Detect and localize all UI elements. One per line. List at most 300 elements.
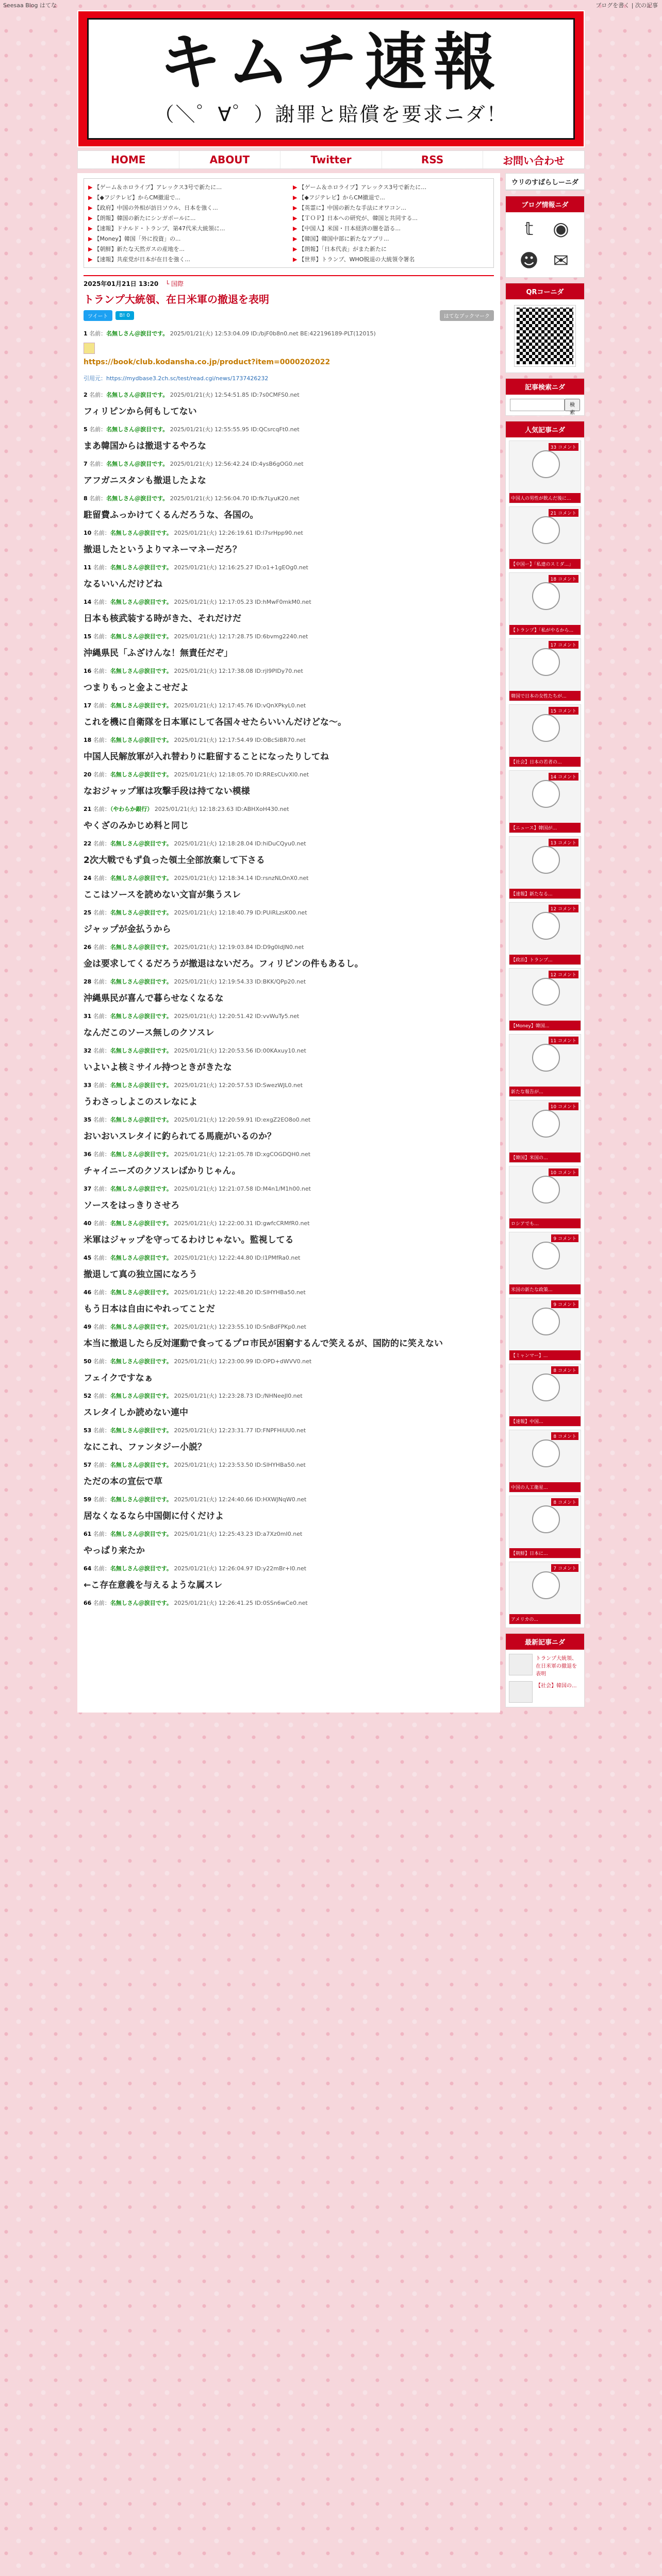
logo-frame <box>87 18 575 140</box>
comment-header: 18 名前：名無しさん＠涙目です。 2025/01/21(火) 12:17:54.49 ID:OBcSiBR70.net <box>84 737 306 743</box>
ranking-caption[interactable]: 【速報】新たなる... <box>509 889 581 899</box>
headline-item[interactable] <box>88 245 285 253</box>
comment-author: 名無しさん＠涙目です。 <box>110 1289 172 1296</box>
comment <box>84 1184 494 1211</box>
bullet-icon: ▶ <box>293 184 297 191</box>
comment-header: 24 名前：名無しさん＠涙目です。 2025/01/21(火) 12:18:34.14 ID:rsnzNLOnX0.net <box>84 875 309 882</box>
comment-body: やっぱり来たか <box>84 1546 145 1556</box>
comment-number[interactable]: 25 <box>84 909 92 916</box>
qr-title: QRコーニダ <box>506 283 584 299</box>
ranking-caption[interactable]: 【トランプ】「私がやるから... <box>509 625 581 635</box>
comment-number[interactable]: 59 <box>84 1496 92 1503</box>
comment-number[interactable]: 57 <box>84 1462 92 1468</box>
headline-item[interactable] <box>293 193 489 201</box>
comment <box>84 1012 494 1038</box>
bullet-icon: ▶ <box>293 215 297 222</box>
headline-item[interactable] <box>293 204 489 212</box>
comment-thread <box>84 329 494 1607</box>
comment-header: 49 名前：名無しさん＠涙目です。 2025/01/21(火) 12:23:55.10 ID:SnBdFPKp0.net <box>84 1324 306 1330</box>
headline-item[interactable] <box>293 255 489 263</box>
ranking-item[interactable] <box>509 1364 581 1427</box>
site-header[interactable] <box>77 10 585 147</box>
comment <box>84 805 494 831</box>
comment <box>84 943 494 969</box>
ranking-item[interactable] <box>509 1232 581 1295</box>
headline-item[interactable] <box>88 193 285 201</box>
comment-meta: 2025/01/21(火) 12:18:28.04 ID:hiDuCQyu0.net <box>174 840 306 847</box>
comment-body: 沖縄県民が喜んで暮らせなくなるな <box>84 993 224 1004</box>
comment-count-badge: 18 コメント <box>549 575 578 583</box>
comment-count-badge: 21 コメント <box>549 509 578 517</box>
comment <box>84 1219 494 1245</box>
ranking-caption[interactable]: 米国の新たな政策... <box>509 1284 581 1294</box>
comment-author: 名無しさん＠涙目です。 <box>110 1013 172 1020</box>
comment-author: 名無しさん＠涙目です。 <box>110 1427 172 1434</box>
comment-meta: 2025/01/21(火) 12:23:31.77 ID:FNPFHiUU0.net <box>174 1427 306 1434</box>
comment-header: 28 名前：名無しさん＠涙目です。 2025/01/21(火) 12:19:54.33 ID:BKK/QPp20.net <box>84 978 306 985</box>
comment <box>84 563 494 589</box>
comment-header: 21 名前：（やわらか銀行） 2025/01/21(火) 12:18:23.63 ID:ABHXoH430.net <box>84 806 289 812</box>
comment-number[interactable]: 15 <box>84 633 92 640</box>
comment-count-badge: 9 コメント <box>551 1300 578 1308</box>
nav-twitter[interactable]: Twitter <box>280 151 382 168</box>
blog-title: ウリのすばらしーニダ <box>506 174 584 190</box>
comment-header: 16 名前：名無しさん＠涙目です。 2025/01/21(火) 12:17:38.08 ID:rjl9PIDy70.net <box>84 668 303 674</box>
comment-author: 名無しさん＠涙目です。 <box>110 599 172 605</box>
comment-meta: 2025/01/21(火) 12:26:04.97 ID:y22mBr+I0.net <box>174 1565 307 1572</box>
top-bar <box>0 0 662 10</box>
comment-number[interactable]: 11 <box>84 564 92 571</box>
comment-header: 22 名前：名無しさん＠涙目です。 2025/01/21(火) 12:18:28.04 ID:hiDuCQyu0.net <box>84 840 306 847</box>
headline-text[interactable]: 【英霊に】中国の新たな手法にオワコン... <box>299 205 406 211</box>
ranking-item[interactable] <box>509 1034 581 1097</box>
ranking-item[interactable] <box>509 1430 581 1493</box>
bullet-icon: ▶ <box>88 205 93 211</box>
recent-title-text[interactable]: 【社会】韓国の... <box>536 1683 577 1689</box>
comment <box>84 460 494 486</box>
ranking-item[interactable] <box>509 506 581 569</box>
nav-home[interactable]: HOME <box>78 151 179 168</box>
rss-icon[interactable]: ◉ <box>553 218 569 240</box>
nav-rss[interactable]: RSS <box>382 151 484 168</box>
comment <box>84 1564 494 1590</box>
comment-body: 米軍はジャップを守ってるわけじゃない。監視してる <box>84 1235 294 1245</box>
headline-item[interactable] <box>88 255 285 263</box>
comment-meta: 2025/01/21(火) 12:56:04.70 ID:fk7LyuK20.net <box>170 495 300 502</box>
comment-meta: 2025/01/21(火) 12:18:34.14 ID:rsnzNLOnX0.net <box>174 875 309 882</box>
comment-meta: 2025/01/21(火) 12:56:42.24 ID:4ysB6gOG0.net <box>170 461 304 467</box>
headline-item[interactable] <box>88 224 285 232</box>
comment-count-badge: 11 コメント <box>549 1037 578 1044</box>
comment-meta: 2025/01/21(火) 12:53:04.09 ID:/bjF0b8n0.net BE:422196189-PLT(12015) <box>170 330 376 337</box>
ranking-item[interactable] <box>509 1496 581 1558</box>
thumbnail-image <box>532 582 560 610</box>
comment-meta: 2025/01/21(火) 12:18:23.63 ID:ABHXoH430.net <box>154 806 289 812</box>
top-bar-left: Seesaa Blog はてな <box>3 2 57 9</box>
headline-list <box>84 178 494 268</box>
comment <box>84 1495 494 1521</box>
comment-number[interactable]: 7 <box>84 461 88 467</box>
qr-widget <box>505 283 585 373</box>
headline-item[interactable] <box>293 234 489 243</box>
search-button[interactable]: 検索 <box>565 399 580 411</box>
ranking-caption[interactable]: 【速報】中国... <box>509 1416 581 1426</box>
comment-author: 名無しさん＠涙目です。 <box>110 1531 172 1537</box>
comment-header: 40 名前：名無しさん＠涙目です。 2025/01/21(火) 12:22:00.31 ID:gwfcCRMfR0.net <box>84 1220 310 1227</box>
headline-item[interactable] <box>293 214 489 222</box>
ranking-caption[interactable]: 【ニュース】韓国が... <box>509 823 581 833</box>
comment-number[interactable]: 36 <box>84 1151 92 1158</box>
comment-number[interactable]: 10 <box>84 530 92 536</box>
comment-number[interactable]: 52 <box>84 1393 92 1399</box>
comment-author: 名無しさん＠涙目です。 <box>110 1358 172 1365</box>
headline-text[interactable]: 【ＴＯＰ】日本への研究が、韓国と共同する... <box>299 215 418 222</box>
ranking-caption[interactable]: 【社会】日本の若者の... <box>509 757 581 767</box>
ranking-caption[interactable]: 中国人の男性が飲んだ後に... <box>509 493 581 503</box>
comment-number[interactable]: 61 <box>84 1531 92 1537</box>
comment-meta: 2025/01/21(火) 12:17:38.08 ID:rjl9PIDy70.net <box>174 668 303 674</box>
comment-count-badge: 13 コメント <box>549 839 578 846</box>
thumbnail-image <box>532 516 560 544</box>
thumbnail-image <box>532 1571 560 1599</box>
comment-body: ただの本の宣伝で草 <box>84 1477 162 1487</box>
comment-number[interactable]: 45 <box>84 1255 92 1261</box>
comment-header: 10 名前：名無しさん＠涙目です。 2025/01/21(火) 12:26:19.61 ID:l7srHpp90.net <box>84 530 303 536</box>
comment-number[interactable]: 49 <box>84 1324 92 1330</box>
comment-body: ここはソースを読めない文盲が集うスレ <box>84 890 241 900</box>
comment-author: 名無しさん＠涙目です。 <box>110 1047 172 1054</box>
comment-author: 名無しさん＠涙目です。 <box>110 1220 172 1227</box>
headline-text[interactable]: 【朗報】韓国の新たにシンガポールに... <box>94 215 196 222</box>
headline-text[interactable]: 【速報】共産党が日本が在日を強く... <box>94 256 190 263</box>
comment-body: 金は要求してくるだろうが撤退はないだろ。フィリピンの件もあるし。 <box>84 959 363 969</box>
ranking-caption[interactable]: 【ミャンマー】... <box>509 1350 581 1360</box>
ranking-item[interactable] <box>509 704 581 767</box>
comment-number[interactable]: 53 <box>84 1427 92 1434</box>
comment-meta: 2025/01/21(火) 12:20:57.53 ID:SwezWJL0.net <box>174 1082 303 1089</box>
ranking-item[interactable] <box>509 440 581 503</box>
comment-number[interactable]: 14 <box>84 599 92 605</box>
recent-thumbnail <box>509 1654 533 1675</box>
ranking-caption[interactable]: 【朝鮮】日本に... <box>509 1548 581 1558</box>
comment-count-badge: 7 コメント <box>551 1564 578 1572</box>
comment <box>84 632 494 658</box>
user-icon[interactable]: ☻ <box>519 250 539 272</box>
comment-body: もう日本は自由にやれってことだ <box>84 1304 215 1314</box>
comment <box>84 701 494 727</box>
source-link[interactable]: https://book/club.kodansha.co.jp/product?item=0000202022 <box>84 358 330 366</box>
comment-number[interactable]: 16 <box>84 668 92 674</box>
comment <box>84 1323 494 1349</box>
comment-number[interactable]: 2 <box>84 392 88 398</box>
comment-header: 11 名前：名無しさん＠涙目です。 2025/01/21(火) 12:16:25.27 ID:o1+1gEOg0.net <box>84 564 308 571</box>
comment-number[interactable]: 28 <box>84 978 92 985</box>
post-title[interactable]: トランプ大統領、在日米軍の撤退を表明 <box>84 293 269 306</box>
comment-author: 名無しさん＠涙目です。 <box>106 426 169 433</box>
thumbnail-image <box>532 912 560 940</box>
headline-item[interactable] <box>293 224 489 232</box>
comment-header: 15 名前：名無しさん＠涙目です。 2025/01/21(火) 12:17:28.75 ID:6bvmg2240.net <box>84 633 308 640</box>
ranking-item[interactable] <box>509 1298 581 1361</box>
comment-author: 名無しさん＠涙目です。 <box>110 530 172 536</box>
comment <box>84 839 494 866</box>
comment-meta: 2025/01/21(火) 12:17:54.49 ID:OBcSiBR70.net <box>174 737 306 743</box>
comment-author: 名無しさん＠涙目です。 <box>110 1393 172 1399</box>
ranking-item[interactable] <box>509 770 581 833</box>
comment-body: スレタイしか読めない連中 <box>84 1408 188 1418</box>
ranking-caption[interactable]: 新たな報告が... <box>509 1087 581 1096</box>
ranking-item[interactable] <box>509 572 581 635</box>
twitter-icon[interactable]: 𝕥 <box>524 218 534 240</box>
headline-text[interactable]: 【◆フジテレビ】からCM撤退で... <box>94 194 180 201</box>
comment-number[interactable]: 66 <box>84 1600 92 1606</box>
comment-author: 名無しさん＠涙目です。 <box>110 1600 172 1606</box>
nav-about[interactable]: ABOUT <box>179 151 281 168</box>
post-category[interactable]: └ 国際 <box>166 280 184 287</box>
ranking-item[interactable] <box>509 1100 581 1163</box>
headline-item[interactable] <box>293 245 489 253</box>
ranking-item[interactable] <box>509 902 581 965</box>
thumbnail-image <box>532 1374 560 1401</box>
headline-item[interactable] <box>88 183 285 191</box>
headline-text[interactable]: 【ゲーム＆ホロライブ】アレックス3号で新たに… <box>94 184 222 191</box>
comment-number[interactable]: 1 <box>84 330 88 337</box>
recent-list <box>506 1654 584 1703</box>
ranking-caption[interactable]: アメリカの... <box>509 1614 581 1624</box>
ranking-caption[interactable]: 中国の人工衛星... <box>509 1482 581 1492</box>
comment-header: 26 名前：名無しさん＠涙目です。 2025/01/21(火) 12:19:03.84 ID:D9g0IdJN0.net <box>84 944 304 951</box>
recent-title: 最新記事ニダ <box>506 1634 584 1650</box>
comment <box>84 494 494 520</box>
comment-header: 5 名前：名無しさん＠涙目です。 2025/01/21(火) 12:55:55.95 ID:QCsrcqFt0.net <box>84 426 300 433</box>
headline-text[interactable]: 【朝鮮】新たな天然ガスの産地を... <box>94 246 185 252</box>
headline-text[interactable]: 【ゲーム＆ホロライブ】アレックス3号で新たに… <box>299 184 427 191</box>
comment <box>84 1530 494 1556</box>
comment <box>84 770 494 796</box>
comment-number[interactable]: 21 <box>84 806 92 812</box>
main-column <box>77 173 500 1713</box>
comment-number[interactable]: 18 <box>84 737 92 743</box>
headline-item[interactable] <box>88 214 285 222</box>
ranking-caption[interactable]: 【Money】韓国... <box>509 1021 581 1030</box>
comment <box>84 391 494 417</box>
headline-item[interactable] <box>88 234 285 243</box>
page-wrapper <box>77 10 585 1713</box>
comment-header: 53 名前：名無しさん＠涙目です。 2025/01/21(火) 12:23:31.77 ID:FNPFHiUU0.net <box>84 1427 306 1434</box>
comment-body: フェイクですなぁ <box>84 1373 153 1383</box>
comment-number[interactable]: 24 <box>84 875 92 882</box>
comment <box>84 1081 494 1107</box>
comment-meta: 2025/01/21(火) 12:22:44.80 ID:l1PMfRa0.net <box>174 1255 301 1261</box>
comment-author: 名無しさん＠涙目です。 <box>106 330 169 337</box>
thumbnail-image <box>532 648 560 676</box>
comment-author: 名無しさん＠涙目です。 <box>106 495 169 502</box>
thumbnail-image <box>532 846 560 874</box>
comment-number[interactable]: 26 <box>84 944 92 951</box>
comment <box>84 1461 494 1487</box>
comment-body: ジャップが金払うから <box>84 924 171 935</box>
comment-meta: 2025/01/21(火) 12:54:51.85 ID:7s0CMFS0.net <box>170 392 300 398</box>
headline-item[interactable] <box>293 183 489 191</box>
site-logo: キムチ速報 <box>159 25 503 98</box>
recent-widget <box>505 1633 585 1707</box>
comment-number[interactable]: 20 <box>84 771 92 778</box>
thumbnail-image <box>532 1439 560 1467</box>
comment-number[interactable]: 8 <box>84 495 88 502</box>
headline-text[interactable]: 【世界】トランプ、WHO脱退の大統領令署名 <box>299 256 415 263</box>
comment <box>84 1253 494 1280</box>
headline-text[interactable]: 【韓国】韓国中部に新たなアプリ... <box>299 235 389 242</box>
comment-meta: 2025/01/21(火) 12:19:03.84 ID:D9g0IdJN0.net <box>174 944 304 951</box>
comment <box>84 329 494 382</box>
comment-body: やくざのみかじめ料と同じ <box>84 821 189 831</box>
comment-body: 撤退して真の独立国になろう <box>84 1269 197 1280</box>
comment-number[interactable]: 40 <box>84 1220 92 1227</box>
bullet-icon: ▶ <box>88 235 93 242</box>
ranking-item[interactable] <box>509 1166 581 1229</box>
source-thread-link[interactable]: 引用元：https://mydbase3.2ch.sc/test/read.cgi/news/1737426232 <box>84 375 269 382</box>
top-bar-right[interactable]: ブログを書く | 次の記事 <box>595 2 658 9</box>
ranking-item[interactable] <box>509 836 581 899</box>
comment-number[interactable]: 35 <box>84 1116 92 1123</box>
comment-count-badge: 9 コメント <box>551 1234 578 1242</box>
comment-body: 日本も核武装する時がきた、それだけだ <box>84 614 241 624</box>
recent-item[interactable] <box>509 1654 581 1677</box>
link-thumbnail-icon[interactable] <box>84 343 95 354</box>
comment-author: 名無しさん＠涙目です。 <box>110 1151 172 1158</box>
search-widget <box>505 378 585 416</box>
comment-meta: 2025/01/21(火) 12:25:43.23 ID:a7Xz0mI0.net <box>174 1531 303 1537</box>
ranking-item[interactable] <box>509 1562 581 1624</box>
ranking-caption[interactable]: 韓国で日本の女性たちが... <box>509 691 581 701</box>
comment-number[interactable]: 5 <box>84 426 88 433</box>
comment-author: 名無しさん＠涙目です。 <box>110 875 172 882</box>
sidebar <box>505 173 585 1713</box>
search-input[interactable] <box>510 399 565 411</box>
post-date: 2025年01月21日 13:20 <box>84 280 159 287</box>
comment-header: 25 名前：名無しさん＠涙目です。 2025/01/21(火) 12:18:40.79 ID:PUiRLzsK00.net <box>84 909 307 916</box>
comment <box>84 667 494 693</box>
comment-body: チャイニーズのクソスレばかりじゃん。 <box>84 1166 241 1176</box>
headline-item[interactable] <box>88 204 285 212</box>
comment-header: 8 名前：名無しさん＠涙目です。 2025/01/21(火) 12:56:04.70 ID:fk7LyuK20.net <box>84 495 300 502</box>
comment-header: 46 名前：名無しさん＠涙目です。 2025/01/21(火) 12:22:48.20 ID:SlHYHBa50.net <box>84 1289 306 1296</box>
headline-text[interactable]: 【Money】韓国「外に投資」の... <box>94 235 181 242</box>
ranking-caption[interactable]: ロシアでも... <box>509 1218 581 1228</box>
bullet-icon: ▶ <box>293 225 297 232</box>
thumbnail-image <box>532 1505 560 1533</box>
comment-body: ソースをはっきりさせろ <box>84 1200 180 1211</box>
comment-author: （やわらか銀行） <box>110 806 153 812</box>
comment-author: 名無しさん＠涙目です。 <box>110 1116 172 1123</box>
comment-body: 沖縄県民「ふざけんな！無責任だぞ」 <box>84 648 233 658</box>
comment-author: 名無しさん＠涙目です。 <box>110 771 172 778</box>
comment-header: 36 名前：名無しさん＠涙目です。 2025/01/21(火) 12:21:05.78 ID:xgCOGDQH0.net <box>84 1151 311 1158</box>
comment-header: 64 名前：名無しさん＠涙目です。 2025/01/21(火) 12:26:04.97 ID:y22mBr+I0.net <box>84 1565 307 1572</box>
recent-item[interactable] <box>509 1681 581 1703</box>
comment-meta: 2025/01/21(火) 12:20:59.91 ID:exgZ2EO8o0.net <box>174 1116 311 1123</box>
thumbnail-image <box>532 450 560 478</box>
hatena-button[interactable]: B! 0 <box>115 311 134 320</box>
comment-count-badge: 12 コメント <box>549 905 578 912</box>
comment-body: フィリピンから何もしてない <box>84 406 197 417</box>
ranking-widget <box>505 421 585 1628</box>
comment-number[interactable]: 22 <box>84 840 92 847</box>
bullet-icon: ▶ <box>293 256 297 263</box>
comment-author: 名無しさん＠涙目です。 <box>110 737 172 743</box>
ranking-caption[interactable]: 【韓国】米国の... <box>509 1153 581 1162</box>
comment-number[interactable]: 32 <box>84 1047 92 1054</box>
comment-header: 17 名前：名無しさん＠涙目です。 2025/01/21(火) 12:17:45.76 ID:vQnXPkyL0.net <box>84 702 306 709</box>
comment-body: これを機に自衛隊を日本軍にして各国々せたらいいんだけどな〜。 <box>84 717 346 727</box>
comment-header: 33 名前：名無しさん＠涙目です。 2025/01/21(火) 12:20:57.53 ID:SwezWJL0.net <box>84 1082 303 1089</box>
comment <box>84 1357 494 1383</box>
comment-body: おいおいスレタイに釣られてる馬鹿がいるのか？ <box>84 1131 276 1142</box>
headline-text[interactable]: 【◆フジテレビ】からCM撤退で... <box>299 194 385 201</box>
ranking-caption[interactable]: 【中国ー】「私達のスミダ...」 <box>509 559 581 569</box>
comment-body: ←こ存在意義を与えるような属スレ <box>84 1580 223 1590</box>
comment-number[interactable]: 50 <box>84 1358 92 1365</box>
ranking-item[interactable] <box>509 638 581 701</box>
comment-meta: 2025/01/21(火) 12:21:05.78 ID:xgCOGDQH0.net <box>174 1151 311 1158</box>
comment <box>84 425 494 451</box>
comment <box>84 908 494 935</box>
tweet-button[interactable]: ツイート <box>84 310 112 321</box>
comment-number[interactable]: 31 <box>84 1013 92 1020</box>
ranking-item[interactable] <box>509 968 581 1031</box>
comment-number[interactable]: 46 <box>84 1289 92 1296</box>
bookmark-button[interactable]: はてなブックマーク <box>440 310 494 321</box>
comment <box>84 736 494 762</box>
comment <box>84 529 494 555</box>
bullet-icon: ▶ <box>88 215 93 222</box>
nav-contact[interactable]: お問い合わせ <box>503 154 565 167</box>
comment-author: 名無しさん＠涙目です。 <box>110 1324 172 1330</box>
headline-text[interactable]: 【速報】ドナルド・トランプ、第47代米大統領に... <box>94 225 225 232</box>
comment-number[interactable]: 64 <box>84 1565 92 1572</box>
thumbnail-image <box>532 1044 560 1072</box>
comment-number[interactable]: 37 <box>84 1185 92 1192</box>
comment-author: 名無しさん＠涙目です。 <box>110 633 172 640</box>
comment-body: なにこれ、ファンタジー小説？ <box>84 1442 206 1452</box>
comment-meta: 2025/01/21(火) 12:23:28.73 ID:/NHNeeJI0.net <box>174 1393 303 1399</box>
headline-text[interactable]: 【中国人】米国・日本経済の闇を語る... <box>299 225 401 232</box>
comment <box>84 1392 494 1418</box>
comment-header: 37 名前：名無しさん＠涙目です。 2025/01/21(火) 12:21:07.58 ID:M4n1/M1h00.net <box>84 1185 311 1192</box>
post-header <box>84 275 494 321</box>
comment-meta: 2025/01/21(火) 12:17:05.23 ID:hMwF0mkM0.net <box>174 599 311 605</box>
thumbnail-image <box>532 780 560 808</box>
comment-number[interactable]: 17 <box>84 702 92 709</box>
global-nav <box>77 150 585 169</box>
blog-info-widget <box>505 196 585 278</box>
comment-body: 撤退したというよりマネーマネーだろ？ <box>84 545 241 555</box>
comment <box>84 1046 494 1073</box>
headline-text[interactable]: 【政府】中国の外相が訪日ソウル、日本を強く... <box>94 205 218 211</box>
comment-body: 居なくなるなら中国側に付くだけよ <box>84 1511 224 1521</box>
share-bar <box>84 310 494 321</box>
comment-author: 名無しさん＠涙目です。 <box>106 461 169 467</box>
ranking-caption[interactable]: 【政治】トランプ... <box>509 955 581 964</box>
recent-title-text[interactable]: トランプ大統領、在日米軍の撤退を表明 <box>536 1656 577 1677</box>
comment-number[interactable]: 33 <box>84 1082 92 1089</box>
comment-header: 57 名前：名無しさん＠涙目です。 2025/01/21(火) 12:23:53.50 ID:SlHYHBa50.net <box>84 1462 306 1468</box>
comment-meta: 2025/01/21(火) 12:20:53.56 ID:00KAxuy10.net <box>174 1047 306 1054</box>
headline-text[interactable]: 【朗報】「日本代表」がまた新たに <box>299 246 387 252</box>
comment-header: 31 名前：名無しさん＠涙目です。 2025/01/21(火) 12:20:51.42 ID:vvWuTy5.net <box>84 1013 300 1020</box>
social-icons <box>506 212 584 277</box>
mail-icon[interactable]: ✉ <box>553 250 569 272</box>
